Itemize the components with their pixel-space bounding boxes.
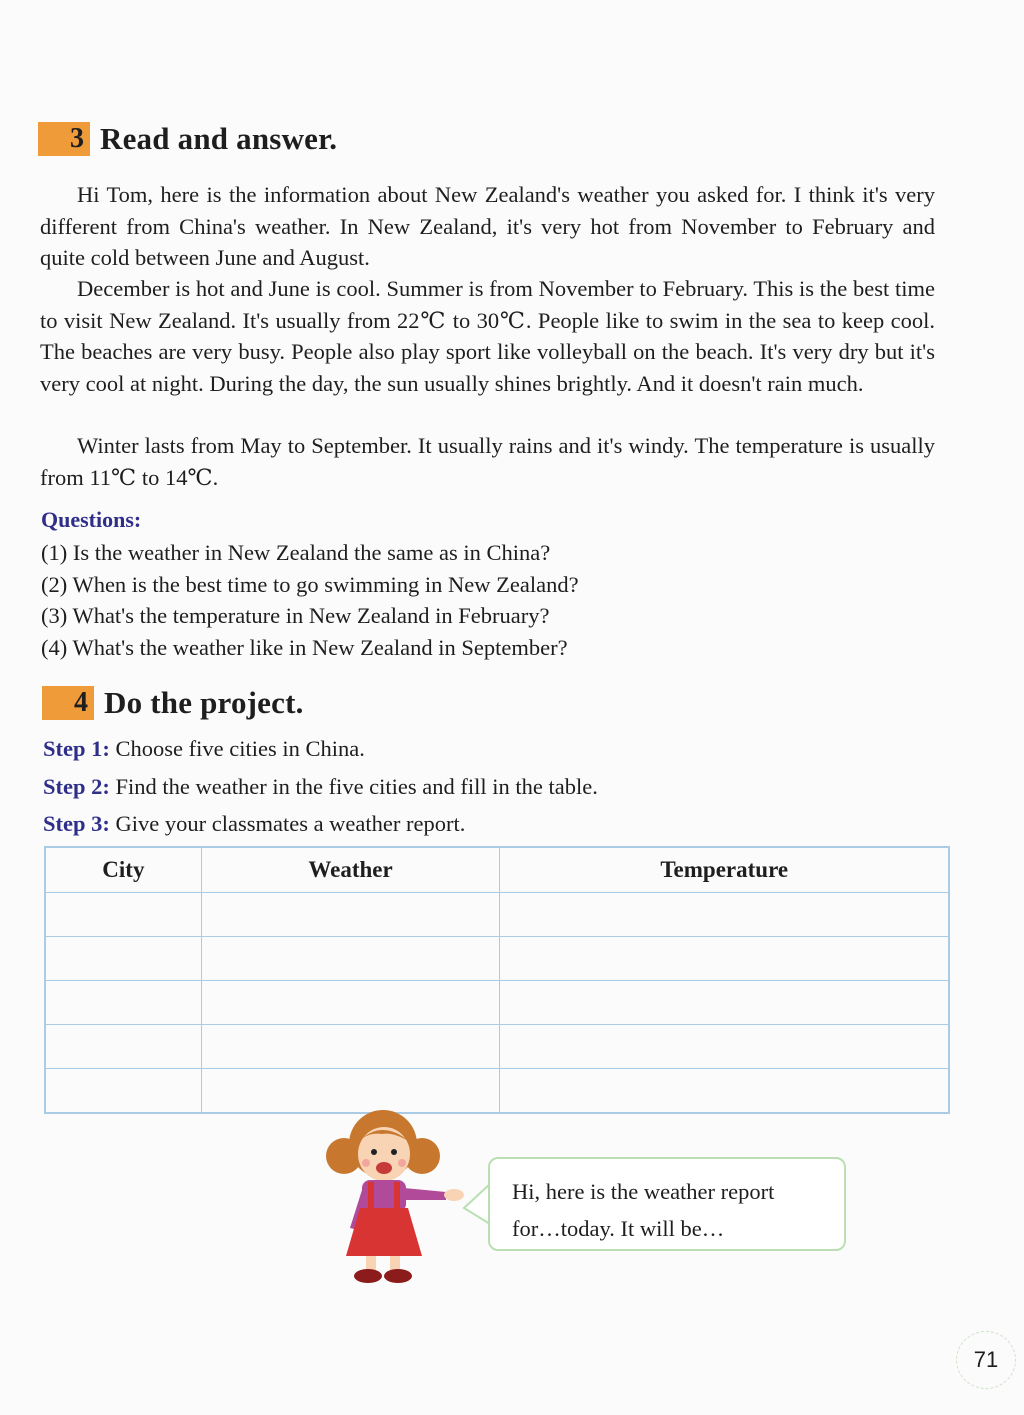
table-row xyxy=(45,1025,949,1069)
table-row xyxy=(45,893,949,937)
table-cell[interactable] xyxy=(500,1069,949,1114)
weather-table xyxy=(44,846,950,1114)
table-header-row xyxy=(45,847,949,893)
step-text: Find the weather in the five cities and fill in the table. xyxy=(109,773,598,799)
table-row xyxy=(45,981,949,1025)
question-item: (1) Is the weather in New Zealand the same as in China? xyxy=(41,540,551,565)
table-cell[interactable] xyxy=(201,981,500,1025)
step-text: Give your classmates a weather report. xyxy=(109,811,466,836)
paragraph-2: December is hot and June is cool. Summer is from November to February. This is the best time to visit New Zealand. It's usually from 22℃ to 30℃. People like to swim in the sea to keep cool. The beaches are very busy. People also play sport like volleyball on the beach. It's very dry but it's very cool at night. During the day, the sun usually shines brightly. And it doesn't rain much. xyxy=(40,276,935,396)
table-cell[interactable] xyxy=(45,1025,201,1069)
speech-line-2: for…today. It will be… xyxy=(512,1216,725,1241)
section-4-header xyxy=(42,685,304,721)
step-text: Choose five cities in China. xyxy=(109,736,365,761)
table-cell[interactable] xyxy=(45,893,201,937)
paragraph-3: Winter lasts from May to September. It usually rains and it's windy. The temperature is usually from 11℃ to 14℃. xyxy=(40,433,935,490)
step-label: Step 2: xyxy=(43,773,110,799)
table-cell[interactable] xyxy=(201,937,500,981)
table-cell[interactable] xyxy=(201,893,500,937)
column-header-weather: Weather xyxy=(201,847,500,893)
section-title: Read and answer. xyxy=(100,121,338,156)
table-row xyxy=(45,937,949,981)
girl-illustration xyxy=(322,1108,472,1288)
questions-label: Questions: xyxy=(41,507,142,532)
question-item: (4) What's the weather like in New Zealand in September? xyxy=(41,634,568,660)
section-3-header xyxy=(38,121,337,157)
column-header-temperature: Temperature xyxy=(500,847,949,893)
step-label: Step 3: xyxy=(43,811,110,836)
table-cell[interactable] xyxy=(201,1069,500,1114)
question-item: (2) When is the best time to go swimming in New Zealand? xyxy=(41,571,579,597)
paragraph-1: Hi Tom, here is the information about New Zealand's weather you asked for. I think it's very different from China's weather. In New Zealand, it's very hot from November to February and quite cold between June and August. xyxy=(40,182,935,270)
step-item xyxy=(43,768,598,806)
page-number: 71 xyxy=(956,1331,1016,1389)
table-cell[interactable] xyxy=(500,937,949,981)
table-cell[interactable] xyxy=(201,1025,500,1069)
step-label: Step 1: xyxy=(43,736,110,761)
table-cell[interactable] xyxy=(500,1025,949,1069)
speech-bubble xyxy=(488,1157,846,1251)
section-number-badge: 4 xyxy=(42,686,94,720)
step-item xyxy=(43,805,598,843)
section-number-badge: 3 xyxy=(38,122,90,156)
table-cell[interactable] xyxy=(45,1069,201,1114)
column-header-city: City xyxy=(45,847,201,893)
table-cell[interactable] xyxy=(500,981,949,1025)
table-row xyxy=(45,1069,949,1114)
table-cell[interactable] xyxy=(45,981,201,1025)
speech-line-1: Hi, here is the weather report xyxy=(512,1179,775,1204)
table-cell[interactable] xyxy=(500,893,949,937)
question-item: (3) What's the temperature in New Zealand in February? xyxy=(41,603,550,628)
table-cell[interactable] xyxy=(45,937,201,981)
section-title: Do the project. xyxy=(104,685,304,720)
steps-list xyxy=(43,730,598,843)
step-item xyxy=(43,730,598,768)
questions-list xyxy=(41,537,579,663)
